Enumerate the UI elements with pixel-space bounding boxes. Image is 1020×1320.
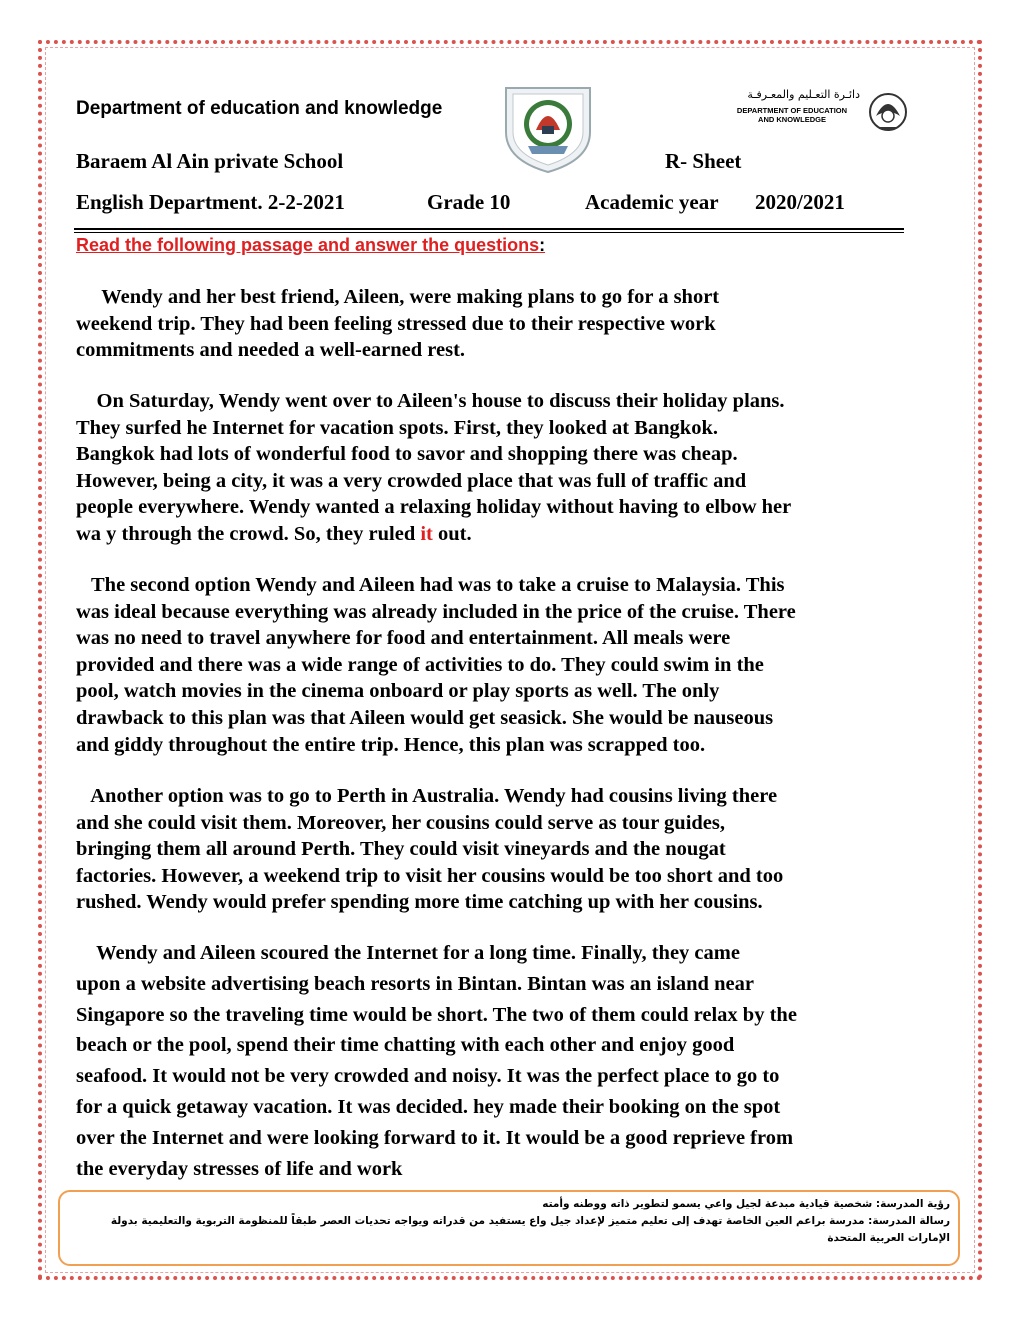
paragraph-line: over the Internet and were looking forward to it. It would be a good reprieve from	[76, 1126, 794, 1149]
paragraph-line: for a quick getaway vacation. It was decided. hey made their booking on the spot	[76, 1095, 781, 1118]
paragraph-line: Wendy and Aileen scoured the Internet for a long time. Finally, they came	[76, 942, 740, 964]
passage-paragraph-4	[76, 783, 906, 916]
paragraph-line: rushed. Wendy would prefer spending more time catching up with her cousins.	[76, 891, 763, 914]
paragraph-line: Wendy and her best friend, Aileen, were making plans to go for a short	[76, 286, 720, 308]
department-title: Department of education and knowledge	[76, 98, 443, 119]
paragraph-line-last	[76, 521, 906, 548]
adek-english-line-2: AND KNOWLEDGE	[758, 115, 826, 124]
school-name: Baraem Al Ain private School	[76, 149, 344, 173]
academic-year-label: Academic year	[585, 190, 719, 214]
school-mission-end: الإمارات العربية المتحدة	[827, 1232, 950, 1244]
paragraph-line: commitments and needed a well-earned rest.	[76, 339, 466, 362]
instruction-label: Read the following passage and answer the questions	[76, 235, 540, 255]
paragraph-line: Singapore so the traveling time would be short. The two of them could relax by the	[76, 1003, 797, 1026]
paragraph-line: Another option was to go to Perth in Australia. Wendy had cousins living there	[76, 785, 778, 807]
school-mission: رسالة المدرسة: مدرسة براعم العين الخاصة تهدف إلى تعليم متميز لإعداد جيل واع يستفيد من قدراته ويواجه تحديات العصر طبقاً للمنظومة التربوية والتعليمية بدولة	[110, 1215, 950, 1227]
paragraph-line: The second option Wendy and Aileen had was to take a cruise to Malaysia. This	[76, 574, 785, 596]
paragraph-line: drawback to this plan was that Aileen would get seasick. She would be nauseous	[76, 706, 774, 729]
paragraph-line: and giddy throughout the entire trip. Hence, this plan was scrapped too.	[76, 733, 706, 756]
school-vision-mission-box	[58, 1190, 960, 1266]
instruction-colon: :	[539, 235, 546, 255]
paragraph-line: weekend trip. They had been feeling stressed due to their respective work	[76, 312, 716, 335]
paragraph-line: upon a website advertising beach resorts in Bintan. Bintan was an island near	[76, 972, 754, 995]
english-department-date: English Department. 2-2-2021	[76, 190, 345, 214]
sheet-label: R- Sheet	[665, 149, 742, 173]
passage-paragraph-1	[76, 284, 906, 364]
text-after-highlight: out.	[432, 522, 472, 545]
paragraph-line: Bangkok had lots of wonderful food to savor and shopping there was cheap.	[76, 443, 738, 466]
paragraph-line: beach or the pool, spend their time chatting with each other and enjoy good	[76, 1034, 735, 1057]
passage-paragraph-3	[76, 572, 906, 758]
paragraph-line: was no need to travel anywhere for food and entertainment. All meals were	[76, 627, 731, 650]
school-emblem-icon	[498, 82, 598, 174]
header-divider	[74, 228, 904, 230]
paragraph-line: pool, watch movies in the cinema onboard or play sports as well. The only	[76, 680, 720, 703]
adek-english-line-1: DEPARTMENT OF EDUCATION	[736, 106, 848, 115]
paragraph-line: However, being a city, it was a very crowded place that was full of traffic and	[76, 469, 747, 492]
paragraph-line: On Saturday, Wendy went over to Aileen's house to discuss their holiday plans.	[76, 390, 785, 412]
header-divider-thin	[74, 232, 904, 233]
paragraph-line: bringing them all around Perth. They could visit vineyards and the nougat	[76, 838, 726, 861]
highlighted-word: it	[420, 522, 433, 545]
instruction-text	[76, 235, 545, 256]
adek-arabic-name: دائـرة التعـليم والمعـرفـة	[747, 88, 860, 101]
paragraph-line: provided and there was a wide range of activities to do. They could swim in the	[76, 653, 764, 676]
paragraph-line: They surfed he Internet for vacation spots. First, they looked at Bangkok.	[76, 416, 718, 439]
paragraph-line: people everywhere. Wendy wanted a relaxing holiday without having to elbow her	[76, 496, 792, 519]
paragraph-line: factories. However, a weekend trip to visit her cousins would be too short and too	[76, 864, 784, 887]
academic-year-value: 2020/2021	[755, 190, 845, 214]
school-vision: رؤية المدرسة: شخصية قيادية مبدعة لجيل واعي يسمو لتطوير ذاته ووطنه وأمته	[542, 1198, 950, 1210]
passage-paragraph-5	[76, 938, 906, 1184]
falcon-emblem-icon	[866, 86, 910, 136]
text-before-highlight: wa y through the crowd. So, they ruled	[76, 522, 421, 545]
paragraph-line: the everyday stresses of life and work	[76, 1157, 403, 1180]
paragraph-line: and she could visit them. Moreover, her cousins could serve as tour guides,	[76, 811, 726, 834]
grade-label: Grade 10	[427, 190, 511, 214]
passage-paragraph-2	[76, 388, 906, 548]
adek-english-name	[724, 106, 860, 124]
paragraph-line: seafood. It would not be very crowded and noisy. It was the perfect place to go to	[76, 1065, 780, 1088]
paragraph-line: was ideal because everything was already included in the price of the cruise. There	[76, 600, 796, 623]
